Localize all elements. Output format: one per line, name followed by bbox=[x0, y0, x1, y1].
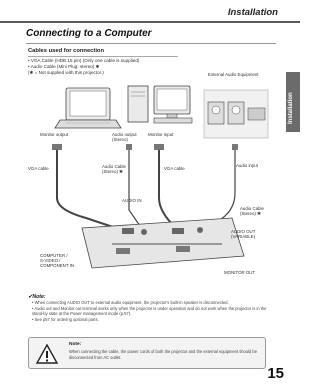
side-tab bbox=[286, 72, 300, 132]
side-tab-label: Installation bbox=[288, 92, 294, 124]
page-number: 15 bbox=[267, 365, 284, 382]
note-item: • Audio out and Monitor out terminal works only when the projector is under operation and do not work when the projector is in the stand-by state at the Power management mode (p.57). bbox=[32, 305, 267, 317]
header-rule bbox=[0, 21, 300, 23]
notes-heading-text: Note: bbox=[32, 294, 46, 300]
caution-box bbox=[28, 337, 266, 369]
label-monitor-output: Monitor output bbox=[40, 132, 69, 137]
label-monitor-input: Monitor input bbox=[148, 132, 174, 137]
desktop-illustration bbox=[128, 86, 192, 123]
checkmark-icon: ✔ bbox=[28, 294, 33, 300]
title-rule bbox=[26, 43, 276, 44]
label-audio-input: Audio input bbox=[236, 163, 258, 168]
laptop-illustration bbox=[55, 88, 121, 128]
cable-item: (✱ = Not supplied with this projector.) bbox=[28, 70, 104, 75]
notes bbox=[28, 294, 268, 322]
note-item: • See p57 for ordering optional parts. bbox=[32, 316, 99, 322]
label-audio-output-stereo: Audio output (Stereo) bbox=[112, 132, 137, 143]
caution-text: When connecting the cable, the power cords of both the projector and the external equipment should be disconnected from AC outlet. bbox=[69, 349, 257, 360]
cable-item: • Audio Cable (Mini Plug: stereo) ✱ bbox=[28, 64, 100, 69]
cables-rule bbox=[28, 56, 178, 57]
cables-heading: Cables used for connection bbox=[28, 48, 105, 54]
header-section-name: Installation bbox=[227, 7, 278, 18]
note-item: • When connecting AUDIO OUT to external audio equipment, the projector's built-in speaker is disconnected. bbox=[32, 300, 229, 305]
label-audio-cable-stereo: Audio Cable (Stereo) ✱ bbox=[102, 164, 126, 175]
label-external-audio: External Audio Equipment bbox=[208, 72, 259, 77]
external-audio-illustration bbox=[204, 90, 268, 138]
cable-item: • VGA Cable (HDB 15 pin) (Only one cable is supplied) bbox=[28, 58, 140, 63]
label-audio-cable-stereo-2: Audio Cable (Stereo) ✱ bbox=[240, 206, 264, 217]
label-vga-cable-left: VGA cable bbox=[28, 166, 49, 171]
label-vga-cable-right: VGA cable bbox=[164, 166, 185, 171]
label-computer-input: COMPUTER / S-VIDEO / COMPONENT IN bbox=[40, 253, 75, 269]
page-title: Connecting to a Computer bbox=[26, 28, 152, 39]
caution-heading: Note: bbox=[69, 342, 82, 347]
label-audio-out-variable: AUDIO OUT (VARIABLE) bbox=[231, 229, 256, 240]
label-monitor-out: MONITOR OUT bbox=[224, 270, 256, 275]
label-audio-in: AUDIO IN bbox=[122, 198, 142, 203]
warning-icon bbox=[36, 344, 58, 364]
